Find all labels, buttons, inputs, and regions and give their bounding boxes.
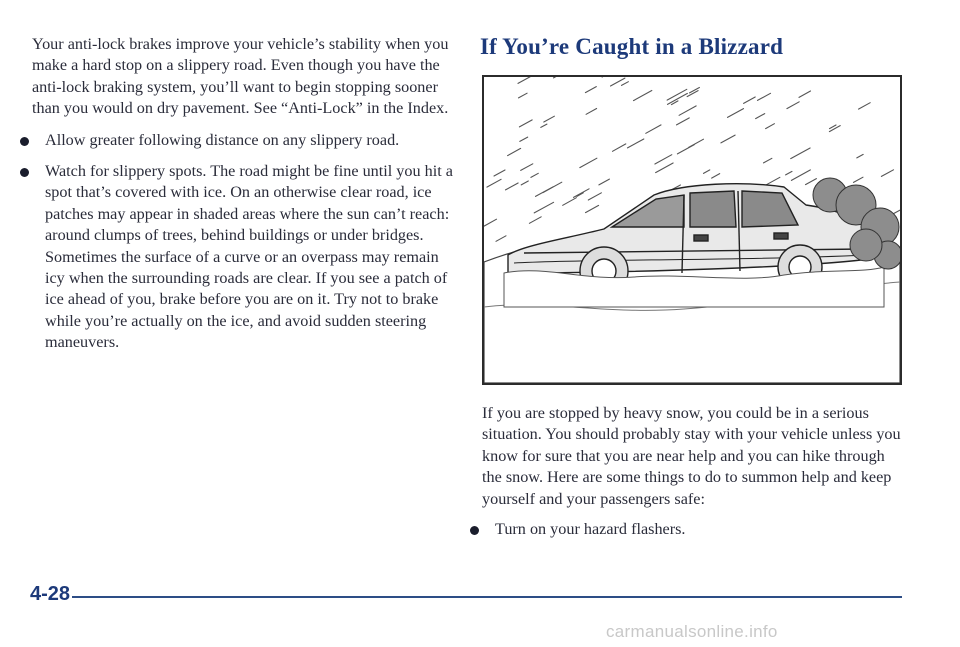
snow-streak (766, 124, 775, 129)
snow-streak (728, 109, 744, 118)
snow-streak (613, 144, 626, 151)
snow-streak (531, 173, 538, 177)
snow-streak (487, 179, 501, 187)
snow-streak (758, 93, 771, 100)
snow-streak (554, 77, 572, 78)
snow-streak (586, 205, 599, 212)
bullet-icon (20, 137, 29, 146)
blizzard-text-block (482, 403, 907, 540)
snow-streak (563, 198, 577, 206)
snow-streak (529, 217, 541, 224)
snow-streak (894, 208, 900, 213)
page-number: 4-28 (30, 583, 71, 605)
bullet-icon (20, 168, 29, 177)
intro-paragraph: Your anti-lock brakes improve your vehicle’s stability when you make a hard stop on a slippery road. Even though you have the anti-lock braking system, you’ll want to begin stopping sooner than you would on dry pavement. See “Anti-Lock” in the Index. (32, 35, 449, 118)
snow-streak (854, 177, 864, 182)
list-item-text: Watch for slippery spots. The road might be fine until you hit a spot that’s covered with ice. On an otherwise clear road, ice patches may appear in shaded areas where the sun can’t reach: around clumps of trees, behind buildings or under bridges. Sometimes the surface of a curve or an overpass may remain icy when the surrounding roads are clear. If you see a patch of ice ahead of you, brake before you are on it. Try not to brake while you’re actually on the ice, and avoid sudden steering maneuvers. (45, 162, 453, 352)
section-heading: If You’re Caught in a Blizzard (480, 34, 784, 59)
snow-streak (764, 158, 772, 163)
car-stuck-in-snow-illustration (482, 75, 902, 385)
list-item (32, 130, 457, 151)
snow-streak (859, 103, 871, 109)
list-item (482, 519, 907, 540)
snow-streak (494, 170, 505, 176)
snow-streak (791, 148, 810, 159)
snow-streak (744, 97, 756, 103)
blizzard-paragraph: If you are stopped by heavy snow, you could be in a serious situation. You should probably stay with your vehicle unless you know for sure that you are near help and you can hike through the snow. Here are some things to do to summon help and keep yourself and your passengers safe: (482, 404, 901, 508)
snow-streak (543, 182, 562, 192)
snow-streak (655, 155, 672, 164)
snow-streak (712, 174, 720, 179)
snow-streak (634, 91, 652, 101)
snow-streak (677, 118, 690, 125)
snow-streak (518, 77, 532, 83)
left-column (32, 34, 457, 354)
snow-streak (829, 126, 840, 132)
left-bullet-list (32, 130, 457, 354)
snow-streak (679, 106, 696, 115)
snow-streak (541, 124, 547, 127)
snow-streak (506, 183, 519, 190)
snow-streak (520, 137, 528, 141)
snow-streak (580, 158, 597, 167)
snow-streak (786, 171, 792, 175)
snow-streak (704, 170, 710, 174)
snow-streak (628, 139, 644, 148)
snow-streak (519, 120, 532, 127)
snow-streak (521, 164, 533, 171)
right-column (480, 34, 905, 60)
snow-streak (586, 109, 597, 115)
right-bullet-list (482, 519, 907, 540)
watermark: carmanualsonline.info (606, 622, 778, 641)
snow-streak (484, 219, 496, 226)
snow-streak (519, 93, 528, 98)
snow-streak (574, 189, 590, 198)
list-item-text: Turn on your hazard flashers. (495, 520, 686, 539)
bullet-icon (470, 526, 479, 535)
snow-streak (646, 125, 661, 133)
snow-streak (677, 145, 694, 154)
snow-streak (806, 179, 817, 185)
snow-streak (544, 116, 555, 122)
snow-streak (857, 154, 863, 158)
snow-streak (622, 82, 629, 86)
snow-streak (656, 163, 674, 173)
snow-streak (521, 181, 528, 185)
snow-streak (599, 179, 610, 185)
snow-streak (881, 170, 893, 177)
list-item (32, 161, 457, 354)
snow-streak (534, 202, 553, 213)
snow-streak (721, 135, 735, 143)
snow-streak (756, 114, 765, 119)
snow-streak (588, 193, 601, 200)
snow-streak (791, 170, 810, 181)
snow-streak (508, 148, 521, 155)
list-item-text: Allow greater following distance on any slippery road. (45, 130, 400, 149)
snow-streak (799, 91, 811, 97)
snow-streak (787, 102, 799, 109)
footer-rule (72, 596, 902, 598)
snow-streak (585, 87, 596, 93)
snow-streak (667, 89, 687, 100)
snow-streak (496, 236, 506, 242)
